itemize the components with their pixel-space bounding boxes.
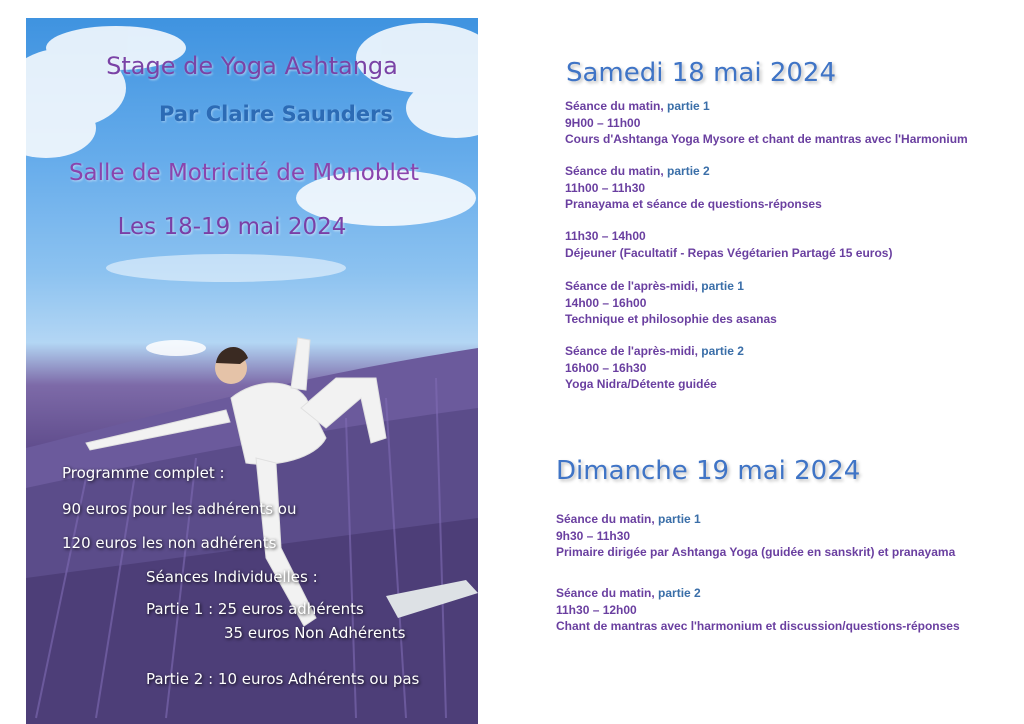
session-label: Séance du matin,	[565, 99, 664, 113]
sunday-session-2	[556, 585, 960, 635]
poster	[26, 18, 478, 724]
session-label: Séance du matin,	[556, 512, 655, 526]
session-part: partie 1	[663, 99, 710, 113]
session-time: 16h00 – 16h30	[565, 360, 647, 375]
sunday-heading: Dimanche 19 mai 2024	[556, 456, 861, 486]
pricing-line-1: 90 euros pour les adhérents ou	[62, 500, 297, 518]
individual-heading: Séances Individuelles :	[146, 568, 318, 586]
session-description: Chant de mantras avec l'harmonium et discussion/questions-réponses	[556, 619, 960, 633]
session-time: 14h00 – 16h00	[565, 295, 647, 310]
session-label: Séance de l'après-midi,	[565, 344, 698, 358]
session-description: Yoga Nidra/Détente guidée	[565, 377, 717, 391]
saturday-session-3	[565, 278, 777, 328]
session-description: Cours d'Ashtanga Yoga Mysore et chant de mantras avec l'Harmonium	[565, 132, 968, 146]
session-part: partie 2	[697, 344, 744, 358]
session-part: partie 1	[697, 279, 744, 293]
poster-subtitle: Par Claire Saunders	[159, 102, 393, 126]
poster-venue: Salle de Motricité de Monoblet	[68, 160, 420, 186]
session-time: 9h30 – 11h30	[556, 528, 631, 543]
saturday-session-2	[565, 163, 822, 213]
session-label: Séance de l'après-midi,	[565, 279, 698, 293]
part1-adherents: Partie 1 : 25 euros adhérents	[146, 600, 364, 618]
session-part: partie 1	[654, 512, 701, 526]
session-label: Séance du matin,	[565, 164, 664, 178]
poster-title: Stage de Yoga Ashtanga	[106, 52, 398, 80]
session-part: partie 2	[654, 586, 701, 600]
session-description: Primaire dirigée par Ashtanga Yoga (guidée en sanskrit) et pranayama	[556, 545, 956, 559]
session-description: Pranayama et séance de questions-réponses	[565, 197, 822, 211]
saturday-session-1	[565, 98, 968, 148]
part2-price: Partie 2 : 10 euros Adhérents ou pas	[146, 670, 420, 688]
pricing-line-2: 120 euros les non adhérents	[62, 534, 277, 552]
saturday-heading: Samedi 18 mai 2024	[566, 58, 837, 88]
session-description: Technique et philosophie des asanas	[565, 312, 777, 326]
session-label: Séance du matin,	[556, 586, 655, 600]
session-time: 11h00 – 11h30	[565, 180, 646, 195]
session-time: 11h30 – 12h00	[556, 602, 637, 617]
session-description: Déjeuner (Facultatif - Repas Végétarien Partagé 15 euros)	[565, 245, 893, 260]
session-time: 9H00 – 11h00	[565, 115, 641, 130]
session-part: partie 2	[663, 164, 710, 178]
sunday-session-1	[556, 511, 955, 561]
poster-dates: Les 18-19 mai 2024	[117, 214, 347, 240]
saturday-lunch	[565, 228, 892, 261]
pricing-heading: Programme complet :	[62, 464, 225, 482]
saturday-session-4	[565, 343, 744, 393]
part1-non-adherents: 35 euros Non Adhérents	[224, 624, 406, 642]
session-time: 11h30 – 14h00	[565, 229, 646, 243]
